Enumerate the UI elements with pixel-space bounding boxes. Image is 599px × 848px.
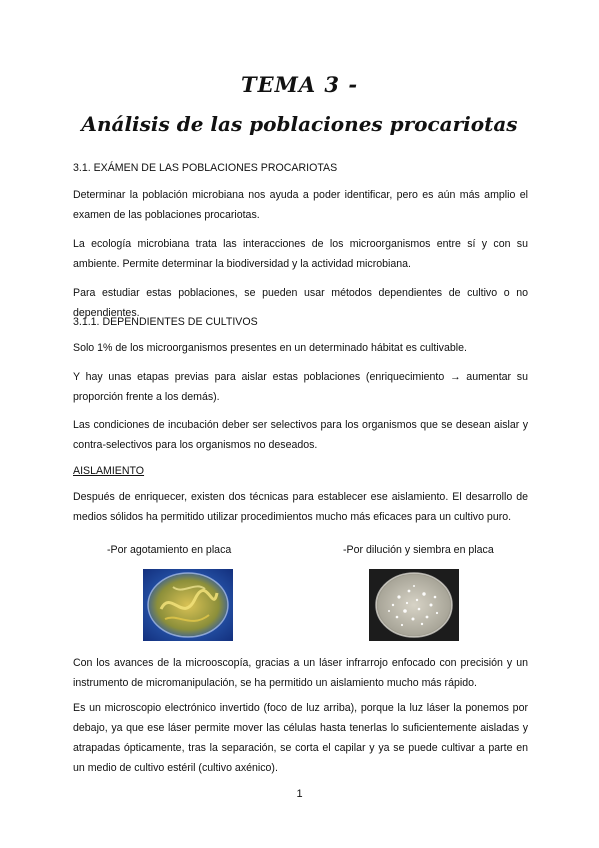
caption-dilucion: -Por dilución y siembra en placa [343, 544, 494, 556]
paragraph-1: Determinar la población microbiana nos ayuda a poder identificar, pero es aún más amplio el examen de las poblaciones procariotas. [73, 189, 528, 221]
document-title: TEMA 3 - [240, 72, 359, 97]
document-subtitle: Análisis de las poblaciones procariotas [81, 112, 518, 136]
paragraph-3: Para estudiar estas poblaciones, se pueden usar métodos dependientes de cultivo o no dependientes. [73, 287, 528, 319]
paragraph-5: Y hay unas etapas previas para aislar estas poblaciones (enriquecimiento → aumentar su proporción frente a los demás). [73, 371, 528, 403]
section-heading-3-1-1: 3.1.1. DEPENDIENTES DE CULTIVOS [73, 316, 258, 328]
caption-agotamiento: -Por agotamiento en placa [107, 544, 232, 556]
paragraph-9: Es un microscopio electrónico invertido (foco de luz arriba), porque la luz láser la ponemos por debajo, ya que ese láser permite mover las células hasta tenerlas lo suficientemente aisladas y atrapadas ópticamente, tras la separación, se corta el capilar y ya se puede cultivar a parte en un medio de cultivo estéril (cultivo axénico). [73, 702, 528, 774]
dilution-plate-image [369, 569, 459, 641]
paragraph-6: Las condiciones de incubación deber ser selectivos para los organismos que se desean aislar y contra-selectivos para los organismos no deseados. [73, 419, 528, 451]
paragraph-8: Con los avances de la microoscopía, gracias a un láser infrarrojo enfocado con precisión y un instrumento de micromanipulación, se ha permitido un aislamiento mucho más rápido. [73, 657, 528, 689]
paragraph-4: Solo 1% de los microorganismos presentes en un determinado hábitat es cultivable. [73, 342, 467, 354]
streak-plate-image [143, 569, 233, 641]
section-heading-3-1: 3.1. EXÁMEN DE LAS POBLACIONES PROCARIOTAS [73, 162, 338, 174]
paragraph-2: La ecología microbiana trata las interacciones de los microorganismos entre sí y con su ambiente. Permite determinar la biodiversidad y la actividad microbiana. [73, 238, 528, 270]
aislamiento-heading: AISLAMIENTO [73, 465, 145, 477]
paragraph-7: Después de enriquecer, existen dos técnicas para establecer ese aislamiento. El desarrollo de medios sólidos ha permitido utilizar procedimientos mucho más eficaces para un cultivo puro. [73, 491, 528, 523]
page-number: 1 [296, 788, 303, 800]
